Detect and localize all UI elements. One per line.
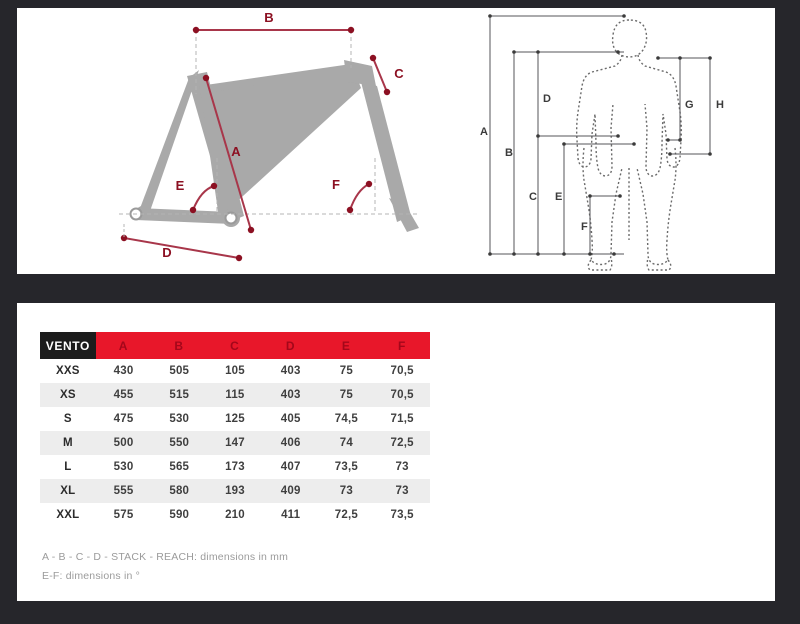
rider-measurement-diagram	[472, 8, 762, 274]
dimension-label-b: B	[264, 10, 274, 25]
cell-f: 73	[374, 455, 430, 479]
cell-b: 550	[151, 431, 207, 455]
cell-b: 505	[151, 359, 207, 383]
cell-a: 555	[96, 479, 152, 503]
cell-c: 173	[207, 455, 263, 479]
model-name-header: VENTO	[40, 332, 96, 359]
dimension-b	[193, 10, 354, 33]
cell-c: 105	[207, 359, 263, 383]
size-label: XXS	[40, 359, 96, 383]
cell-a: 430	[96, 359, 152, 383]
size-label: L	[40, 455, 96, 479]
column-header-e: E	[319, 332, 375, 359]
geometry-table-panel	[17, 303, 775, 601]
cell-d: 406	[263, 431, 319, 455]
column-header-d: D	[263, 332, 319, 359]
rider-label-h: H	[716, 99, 724, 111]
rider-label-f: F	[581, 221, 588, 233]
cell-f: 70,5	[374, 383, 430, 407]
column-header-f: F	[374, 332, 430, 359]
cell-b: 515	[151, 383, 207, 407]
cell-e: 74,5	[319, 407, 375, 431]
dimension-label-f: F	[332, 177, 340, 192]
table-header-row	[40, 332, 430, 359]
footnote-mm: A - B - C - D - STACK - REACH: dimensions in mm	[42, 551, 289, 563]
cell-c: 147	[207, 431, 263, 455]
cell-e: 73	[319, 479, 375, 503]
cell-d: 407	[263, 455, 319, 479]
table-row	[40, 479, 430, 503]
cell-e: 73,5	[319, 455, 375, 479]
cell-d: 409	[263, 479, 319, 503]
dimension-label-a: A	[231, 144, 241, 159]
rider-label-b: B	[505, 147, 513, 159]
cell-f: 70,5	[374, 359, 430, 383]
cell-c: 115	[207, 383, 263, 407]
rider-label-c: C	[529, 191, 537, 203]
cell-d: 403	[263, 383, 319, 407]
cell-f: 73	[374, 479, 430, 503]
cell-b: 590	[151, 503, 207, 527]
diagram-panel	[17, 8, 775, 274]
cell-d: 411	[263, 503, 319, 527]
frame-shape	[134, 60, 419, 232]
dimension-d	[121, 224, 242, 261]
footnotes	[42, 548, 542, 586]
cell-b: 565	[151, 455, 207, 479]
table-row	[40, 455, 430, 479]
size-label: XS	[40, 383, 96, 407]
cell-c: 193	[207, 479, 263, 503]
frame-geometry-diagram	[89, 8, 459, 274]
table-header	[40, 332, 430, 359]
rider-dimension-lines	[490, 16, 710, 254]
cell-a: 475	[96, 407, 152, 431]
table-body	[40, 359, 430, 527]
cell-e: 74	[319, 431, 375, 455]
cell-b: 580	[151, 479, 207, 503]
dimension-label-d: D	[162, 245, 172, 260]
cell-c: 210	[207, 503, 263, 527]
column-header-a: A	[96, 332, 152, 359]
rider-label-d: D	[543, 93, 551, 105]
dimension-e	[176, 178, 218, 213]
cell-a: 500	[96, 431, 152, 455]
cell-f: 73,5	[374, 503, 430, 527]
footnote-deg: E-F: dimensions in °	[42, 570, 141, 582]
dimension-label-e: E	[175, 178, 185, 193]
cell-d: 403	[263, 359, 319, 383]
geometry-table	[40, 332, 430, 527]
dimension-f	[332, 177, 372, 213]
table-row	[40, 407, 430, 431]
rider-label-e: E	[555, 191, 563, 203]
cell-f: 71,5	[374, 407, 430, 431]
table-row	[40, 359, 430, 383]
cell-a: 575	[96, 503, 152, 527]
cell-a: 530	[96, 455, 152, 479]
table-row	[40, 383, 430, 407]
table-row	[40, 431, 430, 455]
cell-b: 530	[151, 407, 207, 431]
size-label: XL	[40, 479, 96, 503]
rider-label-a: A	[480, 126, 488, 138]
dimension-label-c: C	[394, 66, 404, 81]
cell-e: 75	[319, 359, 375, 383]
cell-c: 125	[207, 407, 263, 431]
cell-f: 72,5	[374, 431, 430, 455]
cell-a: 455	[96, 383, 152, 407]
size-label: S	[40, 407, 96, 431]
rider-label-g: G	[685, 99, 694, 111]
column-header-b: B	[151, 332, 207, 359]
cell-e: 72,5	[319, 503, 375, 527]
column-header-c: C	[207, 332, 263, 359]
cell-e: 75	[319, 383, 375, 407]
rider-dimension-nodes	[488, 14, 712, 256]
table-row	[40, 503, 430, 527]
size-label: XXL	[40, 503, 96, 527]
size-label: M	[40, 431, 96, 455]
cell-d: 405	[263, 407, 319, 431]
